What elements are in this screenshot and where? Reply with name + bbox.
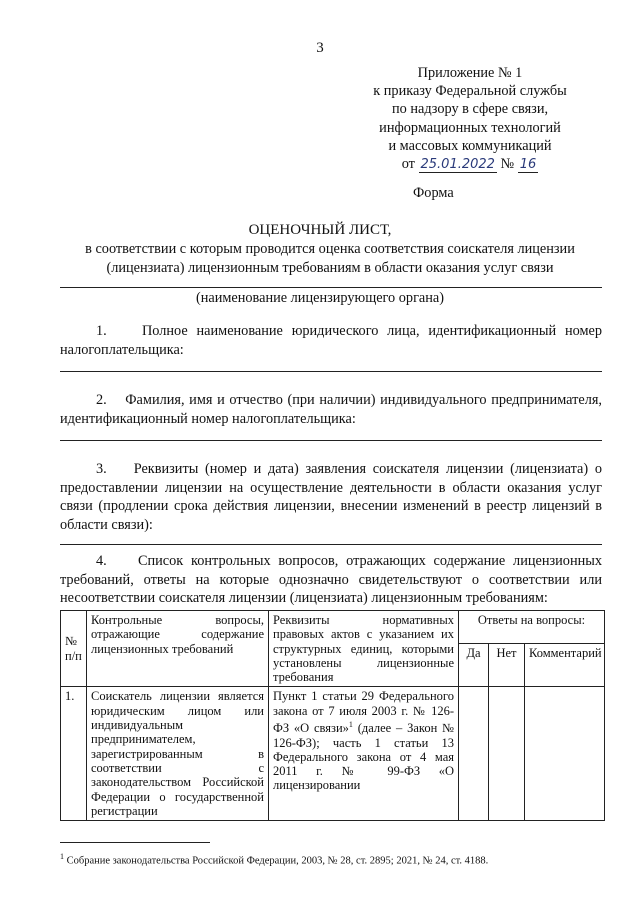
footnote-mark: 1 xyxy=(60,852,64,861)
item-text: Полное наименование юридического лица, идентификационный номер налогоплательщика: xyxy=(60,323,603,358)
appendix-block xyxy=(350,64,590,174)
item-3 xyxy=(60,460,602,534)
appendix-line: Приложение № 1 xyxy=(417,65,523,81)
row-no xyxy=(489,687,525,821)
footnote xyxy=(60,852,488,867)
table-row xyxy=(61,687,605,821)
document-title: ОЦЕНОЧНЫЙ ЛИСТ, xyxy=(248,222,392,238)
item-1 xyxy=(60,322,602,359)
appendix-line: по надзору в сфере связи, xyxy=(391,101,549,118)
fill-line-org xyxy=(60,287,602,288)
date-prefix: от xyxy=(401,156,415,173)
table-header-row xyxy=(61,611,605,644)
org-caption: (наименование лицензирующего органа) xyxy=(195,290,445,306)
appendix-line: и массовых коммуникаций xyxy=(388,137,552,154)
questions-table xyxy=(60,610,605,821)
fill-line-item-3 xyxy=(60,544,602,545)
handwritten-number: 16 xyxy=(519,157,537,173)
item-text: Реквизиты (номер и дата) заявления соискателя лицензии (лицензиата) о предоставлении лицензии на осуществление деятельности в области оказания услуг связи (продлении срока действия лицензии, внесении изменений в реестр лицензий в области связи): xyxy=(60,461,603,533)
header-no: Нет xyxy=(489,644,525,687)
header-questions: Контрольные вопросы, отражающие содержание лицензионных требований xyxy=(87,611,269,687)
header-acts: Реквизиты нормативных правовых актов с указанием их структурных единиц, которыми установлены лицензионные требования xyxy=(269,611,459,687)
item-number: 4. xyxy=(96,553,107,569)
appendix-line: к приказу Федеральной службы xyxy=(373,83,567,100)
document-subtitle: в соответствии с которым проводится оценка соответствия соискателя лицензии (лицензиата) лицензионным требованиям в области оказания услуг связи xyxy=(85,241,575,276)
number-prefix: № xyxy=(500,156,515,173)
row-acts-part2: (далее – Закон № 126-ФЗ); часть 1 статьи 13 Федерального закона от 4 мая 2011 г. № 99-ФЗ «О лицензировании xyxy=(273,721,454,793)
header-answers: Ответы на вопросы: xyxy=(459,611,605,644)
item-text: Фамилия, имя и отчество (при наличии) индивидуального предпринимателя, идентификационный номер налогоплательщика: xyxy=(60,392,602,427)
item-text: Список контрольных вопросов, отражающих содержание лицензионных требований, ответы на которые однозначно свидетельствуют о соответствии или несоответствии соискателя лицензии (лицензиата) лицензионным требованиям: xyxy=(60,553,602,607)
row-acts xyxy=(269,687,459,821)
footnote-separator xyxy=(60,842,210,843)
item-number: 3. xyxy=(96,461,107,477)
form-label: Форма xyxy=(413,185,454,201)
item-number: 1. xyxy=(96,323,107,339)
row-comment xyxy=(525,687,605,821)
row-yes xyxy=(459,687,489,821)
item-2 xyxy=(60,391,602,428)
handwritten-date: 25.01.2022 xyxy=(420,157,495,173)
header-comment: Комментарий xyxy=(525,644,605,687)
item-4 xyxy=(60,552,602,608)
header-num: № п/п xyxy=(61,611,87,687)
page-number: 3 xyxy=(316,40,324,56)
row-question: Соискатель лицензии является юридическим лицом или индивидуальным предпринимателем, зарегистрированным в соответствии с законодательством Российской Федерации о государственной регистрации xyxy=(87,687,269,821)
row-acts-part1: Пункт 1 статьи 29 Федерального закона от 7 июля 2003 г. № 126-ФЗ «О связи» xyxy=(273,689,454,736)
fill-line-item-2 xyxy=(60,440,602,441)
appendix-date-line xyxy=(350,155,590,174)
item-number: 2. xyxy=(96,392,107,408)
header-yes: Да xyxy=(459,644,489,687)
fill-line-item-1 xyxy=(60,371,602,372)
footnote-text: Собрание законодательства Российской Федерации, 2003, № 28, ст. 2895; 2021, № 24, ст. 4188. xyxy=(64,855,489,867)
appendix-line: информационных технологий xyxy=(379,119,561,136)
row-num: 1. xyxy=(61,687,87,821)
footnote-ref: 1 xyxy=(348,720,353,730)
